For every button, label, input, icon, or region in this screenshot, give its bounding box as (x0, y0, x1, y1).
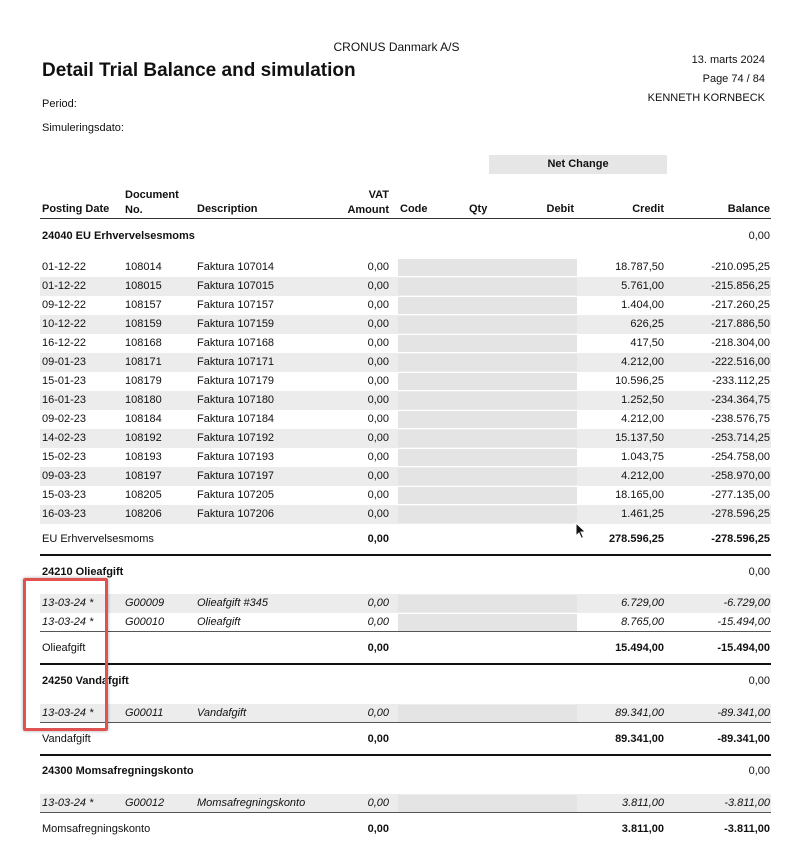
balance-amount: -3.811,00 (724, 797, 770, 809)
description: Olieafgift (197, 616, 241, 628)
cell-shade (398, 487, 450, 504)
posting-date: 13-03-24 * (42, 616, 94, 628)
cell-shade (450, 506, 577, 523)
vat-amount: 0,00 (367, 337, 389, 349)
posting-date: 15-02-23 (42, 451, 87, 463)
posting-date: 09-01-23 (42, 356, 87, 368)
total-label: Vandafgift (42, 733, 91, 745)
vat-amount: 0,00 (367, 280, 389, 292)
page-number: Page 74 / 84 (702, 73, 765, 85)
cell-shade (450, 354, 577, 371)
account-title: 24040 EU Erhvervelsesmoms (42, 230, 195, 242)
balance-amount: -6.729,00 (723, 597, 770, 609)
description: Faktura 107206 (197, 508, 275, 520)
document-no: 108157 (125, 299, 162, 311)
credit-amount: 6.729,00 (621, 597, 664, 609)
total-vat: 0,00 (367, 823, 389, 835)
cell-shade (398, 795, 450, 812)
total-label: Momsafregningskonto (42, 823, 151, 835)
cell-shade (398, 316, 450, 333)
credit-amount: 1.043,75 (621, 451, 664, 463)
total-label: Olieafgift (42, 642, 86, 654)
account-total-row (40, 529, 771, 549)
document-no: 108184 (125, 413, 162, 425)
posting-date: 01-12-22 (42, 280, 87, 292)
credit-amount: 4.212,00 (621, 470, 664, 482)
table-row (40, 448, 771, 467)
total-credit: 15.494,00 (615, 642, 664, 654)
balance-amount: -258.970,00 (711, 470, 770, 482)
document-no: 108015 (125, 280, 162, 292)
total-credit: 278.596,25 (608, 533, 664, 545)
document-no: G00011 (125, 707, 164, 719)
table-row (40, 467, 771, 486)
table-row (40, 315, 771, 334)
vat-amount: 0,00 (367, 394, 389, 406)
posting-date: 13-03-24 * (42, 797, 94, 809)
vat-amount: 0,00 (367, 432, 389, 444)
vat-amount: 0,00 (367, 375, 389, 387)
vat-amount: 0,00 (367, 356, 389, 368)
posting-date: 10-12-22 (42, 318, 87, 330)
balance-amount: -254.758,00 (711, 451, 770, 463)
balance-amount: -215.856,25 (711, 280, 770, 292)
credit-amount: 89.341,00 (615, 707, 664, 719)
description: Faktura 107197 (197, 470, 275, 482)
account-opening-balance: 0,00 (748, 230, 770, 242)
cell-shade (450, 487, 577, 504)
balance-amount: -222.516,00 (711, 356, 770, 368)
header-description: Description (197, 203, 258, 215)
balance-amount: -234.364,75 (711, 394, 770, 406)
mouse-cursor-icon (575, 522, 587, 540)
table-row (40, 277, 771, 296)
vat-amount: 0,00 (367, 508, 389, 520)
document-no: 108192 (125, 432, 162, 444)
account-opening-balance: 0,00 (748, 765, 770, 777)
vat-amount: 0,00 (367, 451, 389, 463)
vat-amount: 0,00 (367, 413, 389, 425)
cell-shade (450, 335, 577, 352)
account-title: 24210 Olieafgift (42, 566, 124, 578)
table-row (40, 429, 771, 448)
description: Faktura 107205 (197, 489, 275, 501)
balance-amount: -277.135,00 (711, 489, 770, 501)
vat-amount: 0,00 (367, 318, 389, 330)
table-row (40, 486, 771, 505)
cell-shade (398, 259, 450, 276)
balance-amount: -253.714,25 (711, 432, 770, 444)
posting-date: 16-03-23 (42, 508, 87, 520)
report-date: 13. marts 2024 (691, 54, 765, 66)
total-balance: -15.494,00 (717, 642, 770, 654)
account-opening-balance: 0,00 (748, 566, 770, 578)
document-no: G00009 (125, 597, 165, 609)
cell-shade (450, 595, 577, 612)
balance-amount: -89.341,00 (717, 707, 770, 719)
posting-date: 14-02-23 (42, 432, 87, 444)
vat-amount: 0,00 (367, 470, 389, 482)
total-vat: 0,00 (367, 642, 389, 654)
credit-amount: 3.811,00 (621, 797, 664, 809)
description: Faktura 107015 (197, 280, 275, 292)
simulation-date-label: Simuleringsdato: (42, 122, 124, 134)
balance-amount: -210.095,25 (711, 261, 770, 273)
description: Faktura 107184 (197, 413, 275, 425)
account-title: 24250 Vandafgift (42, 675, 129, 687)
subtotal-rule (40, 812, 771, 813)
vat-amount: 0,00 (367, 299, 389, 311)
highlight-box (23, 578, 108, 731)
cell-shade (450, 705, 577, 722)
vat-amount: 0,00 (367, 797, 389, 809)
description: Faktura 107159 (197, 318, 275, 330)
posting-date: 09-03-23 (42, 470, 87, 482)
total-vat: 0,00 (367, 533, 389, 545)
account-separator (40, 554, 771, 556)
table-row (40, 410, 771, 429)
credit-amount: 1.252,50 (621, 394, 664, 406)
account-total-row (40, 819, 771, 839)
vat-amount: 0,00 (367, 616, 389, 628)
table-row (40, 613, 771, 632)
posting-date: 09-12-22 (42, 299, 87, 311)
cell-shade (450, 411, 577, 428)
total-balance: -278.596,25 (711, 533, 770, 545)
header-rule (40, 218, 771, 219)
total-vat: 0,00 (367, 733, 389, 745)
credit-amount: 18.787,50 (615, 261, 664, 273)
cell-shade (450, 278, 577, 295)
vat-amount: 0,00 (367, 707, 389, 719)
table-row (40, 594, 771, 613)
cell-shade (398, 595, 450, 612)
posting-date: 09-02-23 (42, 413, 87, 425)
description: Faktura 107193 (197, 451, 275, 463)
cell-shade (450, 297, 577, 314)
cell-shade (450, 614, 577, 631)
cell-shade (398, 449, 450, 466)
user-name: KENNETH KORNBECK (647, 92, 765, 104)
credit-amount: 1.461,25 (621, 508, 664, 520)
credit-amount: 417,50 (630, 337, 664, 349)
credit-amount: 4.212,00 (621, 356, 664, 368)
cell-shade (450, 449, 577, 466)
header-balance: Balance (727, 203, 770, 215)
account-opening-balance: 0,00 (748, 675, 770, 687)
credit-amount: 18.165,00 (615, 489, 664, 501)
description: Faktura 107014 (197, 261, 275, 273)
header-qty: Qty (469, 203, 488, 215)
cell-shade (398, 373, 450, 390)
document-no: G00012 (125, 797, 165, 809)
table-row (40, 353, 771, 372)
cell-shade (450, 316, 577, 333)
account-separator (40, 754, 771, 756)
total-balance: -89.341,00 (717, 733, 770, 745)
cell-shade (398, 411, 450, 428)
header-vat-amount: VAT Amount (347, 189, 389, 216)
subtotal-rule (40, 722, 771, 723)
description: Faktura 107179 (197, 375, 275, 387)
cell-shade (398, 278, 450, 295)
cell-shade (450, 468, 577, 485)
posting-date: 15-01-23 (42, 375, 87, 387)
account-separator (40, 663, 771, 665)
posting-date: 13-03-24 * (42, 597, 94, 609)
account-total-row (40, 638, 771, 658)
table-row (40, 505, 771, 524)
posting-date: 16-12-22 (42, 337, 87, 349)
cell-shade (450, 392, 577, 409)
description: Faktura 107171 (197, 356, 275, 368)
document-no: 108193 (125, 451, 162, 463)
header-debit: Debit (546, 203, 574, 215)
table-row (40, 704, 771, 723)
cell-shade (398, 614, 450, 631)
document-no: 108205 (125, 489, 162, 501)
header-posting-date: Posting Date (42, 203, 110, 215)
cell-shade (450, 795, 577, 812)
document-no: 108179 (125, 375, 162, 387)
document-no: 108180 (125, 394, 162, 406)
account-total-row (40, 729, 771, 749)
credit-amount: 4.212,00 (621, 413, 664, 425)
description: Faktura 107192 (197, 432, 275, 444)
header-document: Document No. (125, 189, 179, 216)
document-no: 108171 (125, 356, 162, 368)
credit-amount: 8.765,00 (621, 616, 664, 628)
description: Faktura 107180 (197, 394, 275, 406)
credit-amount: 1.404,00 (621, 299, 664, 311)
cell-shade (450, 373, 577, 390)
table-row (40, 296, 771, 315)
total-balance: -3.811,00 (724, 823, 770, 835)
balance-amount: -217.260,25 (711, 299, 770, 311)
description: Olieafgift #345 (197, 597, 268, 609)
cell-shade (398, 468, 450, 485)
description: Faktura 107168 (197, 337, 275, 349)
balance-amount: -217.886,50 (711, 318, 770, 330)
total-label: EU Erhvervelsesmoms (42, 533, 154, 545)
total-credit: 3.811,00 (621, 823, 664, 835)
period-label: Period: (42, 98, 77, 110)
account-title: 24300 Momsafregningskonto (42, 765, 194, 777)
document-no: G00010 (125, 616, 165, 628)
document-no: 108168 (125, 337, 162, 349)
company-name: CRONUS Danmark A/S (333, 40, 460, 54)
credit-amount: 15.137,50 (615, 432, 664, 444)
total-credit: 89.341,00 (615, 733, 664, 745)
header-credit: Credit (632, 203, 664, 215)
header-code: Code (400, 203, 428, 215)
description: Faktura 107157 (197, 299, 275, 311)
balance-amount: -233.112,25 (712, 375, 770, 387)
balance-amount: -218.304,00 (711, 337, 770, 349)
vat-amount: 0,00 (367, 489, 389, 501)
document-no: 108159 (125, 318, 162, 330)
description: Momsafregningskonto (197, 797, 306, 809)
credit-amount: 10.596,25 (615, 375, 664, 387)
vat-amount: 0,00 (367, 597, 389, 609)
posting-date: 01-12-22 (42, 261, 87, 273)
cell-shade (450, 430, 577, 447)
table-row (40, 258, 771, 277)
credit-amount: 5.761,00 (621, 280, 664, 292)
document-no: 108206 (125, 508, 162, 520)
table-row (40, 372, 771, 391)
cell-shade (398, 354, 450, 371)
table-row (40, 391, 771, 410)
cell-shade (450, 259, 577, 276)
balance-amount: -238.576,75 (711, 413, 770, 425)
report-title: Detail Trial Balance and simulation (42, 60, 356, 81)
posting-date: 15-03-23 (42, 489, 87, 501)
credit-amount: 626,25 (630, 318, 664, 330)
cell-shade (398, 297, 450, 314)
table-row (40, 794, 771, 813)
cell-shade (398, 392, 450, 409)
table-row (40, 334, 771, 353)
document-no: 108197 (125, 470, 162, 482)
description: Vandafgift (197, 707, 247, 719)
balance-amount: -278.596,25 (711, 508, 770, 520)
subtotal-rule (40, 631, 771, 632)
posting-date: 16-01-23 (42, 394, 87, 406)
cell-shade (398, 506, 450, 523)
posting-date: 13-03-24 * (42, 707, 94, 719)
cell-shade (398, 705, 450, 722)
cell-shade (398, 335, 450, 352)
balance-amount: -15.494,00 (717, 616, 770, 628)
vat-amount: 0,00 (367, 261, 389, 273)
document-no: 108014 (125, 261, 162, 273)
cell-shade (398, 430, 450, 447)
net-change-header: Net Change (489, 155, 667, 174)
